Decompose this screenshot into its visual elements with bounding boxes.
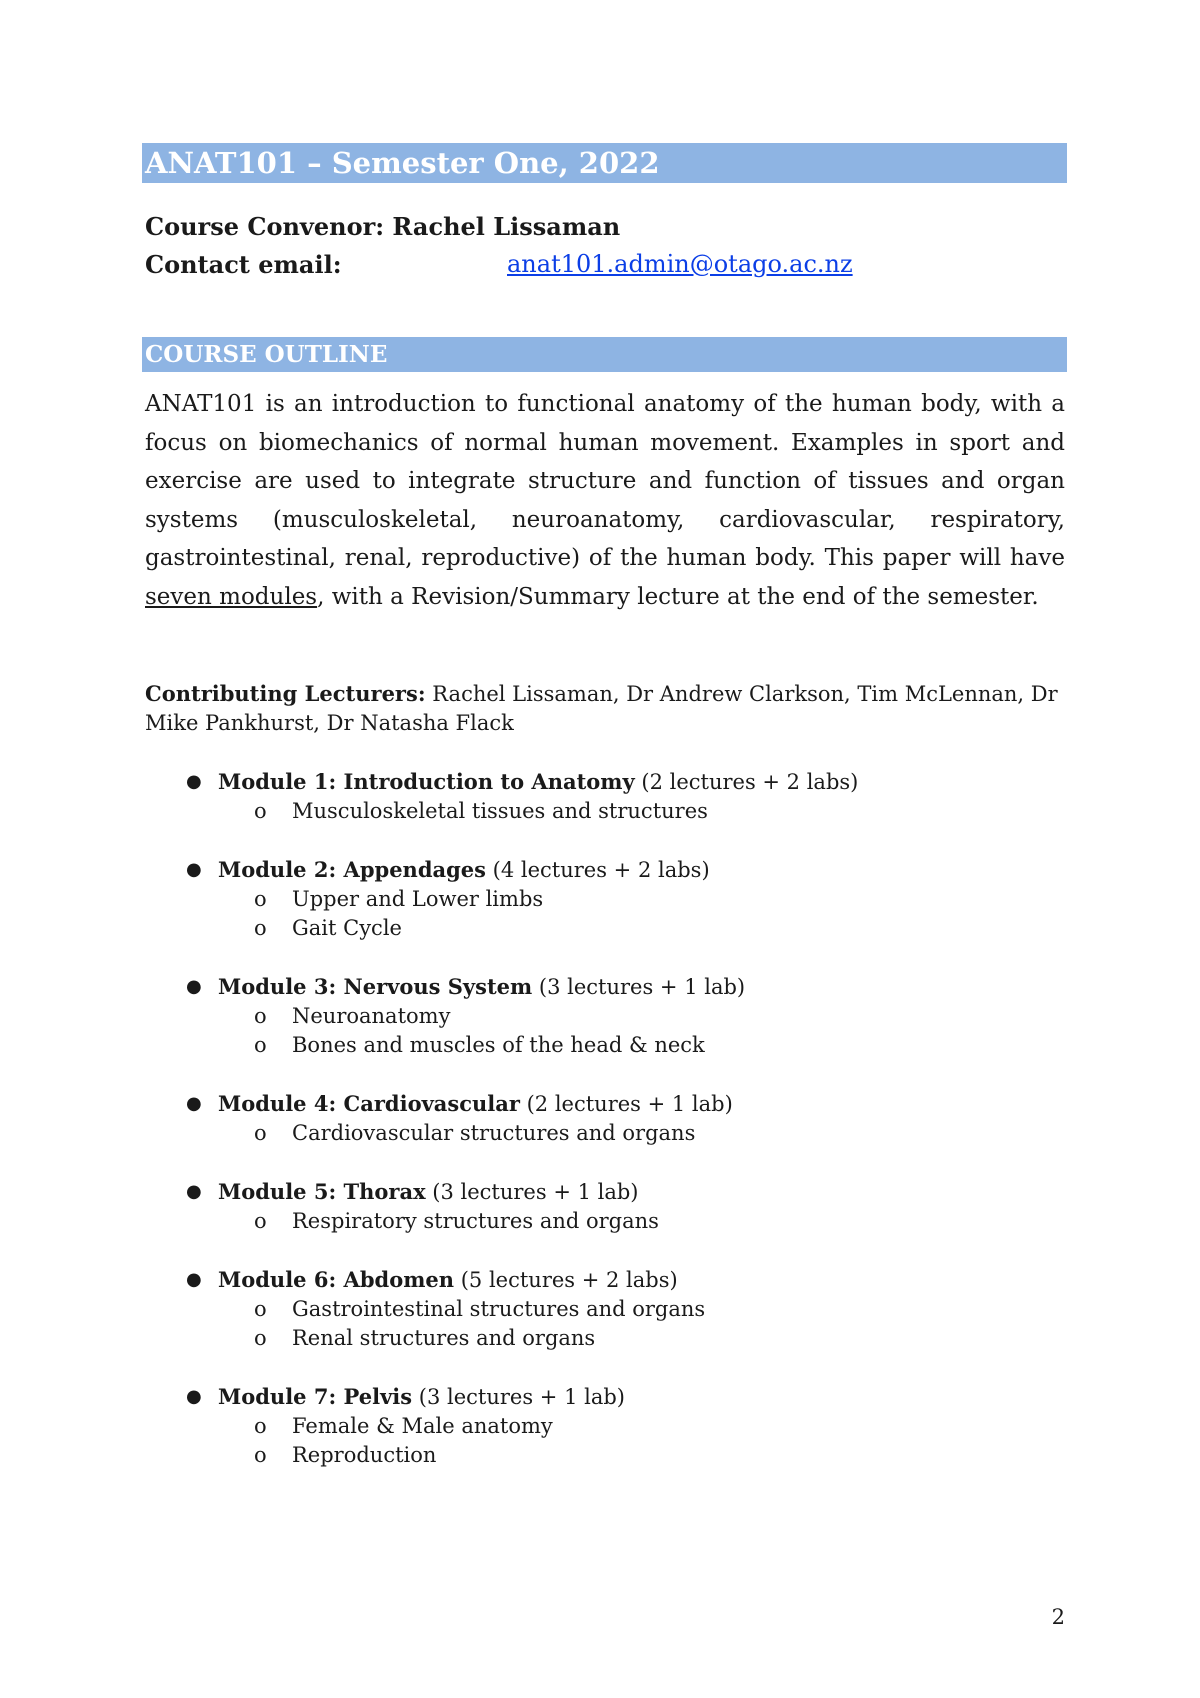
list-item: [145, 1177, 1065, 1236]
list-item: [145, 855, 1065, 943]
contact-email-label: Contact email:: [145, 250, 342, 279]
module-heading: [145, 767, 1065, 797]
lecturers-label: Contributing Lecturers:: [145, 681, 426, 706]
topic-text: Respiratory structures and organs: [292, 1209, 659, 1233]
circle-bullet-icon: o: [254, 799, 267, 823]
outline-text-underlined: seven modules: [145, 583, 318, 610]
module-topic: [145, 914, 1065, 943]
course-outline-heading: COURSE OUTLINE: [142, 337, 1067, 372]
module-heading: [145, 1265, 1065, 1295]
list-item: [145, 767, 1065, 826]
topic-text: Bones and muscles of the head & neck: [292, 1033, 705, 1057]
topic-text: Reproduction: [292, 1443, 437, 1467]
contact-email-line: [145, 250, 853, 279]
module-detail: (3 lectures + 1 lab): [412, 1385, 625, 1409]
page-title: ANAT101 – Semester One, 2022: [142, 143, 1067, 183]
topic-text: Musculoskeletal tissues and structures: [292, 799, 708, 823]
module-label: Module 1: Introduction to Anatomy: [218, 769, 635, 794]
course-convenor: Course Convenor: Rachel Lissaman: [145, 212, 621, 241]
module-topic: [145, 1412, 1065, 1441]
module-topic: [145, 797, 1065, 826]
module-label: Module 4: Cardiovascular: [218, 1091, 520, 1116]
list-item: [145, 1382, 1065, 1470]
module-detail: (2 lectures + 2 labs): [634, 770, 859, 794]
topic-text: Upper and Lower limbs: [292, 887, 544, 911]
module-detail: (4 lectures + 2 labs): [485, 858, 710, 882]
module-label: Module 7: Pelvis: [218, 1384, 413, 1409]
list-item: [145, 1089, 1065, 1148]
circle-bullet-icon: o: [254, 887, 267, 911]
circle-bullet-icon: o: [254, 1414, 267, 1438]
module-topic: [145, 1031, 1065, 1060]
module-topic: [145, 1441, 1065, 1470]
module-topic: [145, 1119, 1065, 1148]
page-number: 2: [1051, 1605, 1065, 1629]
lecturers-names: Rachel Lissaman, Dr Andrew Clarkson, Tim McLennan, Dr Mike Pankhurst, Dr Natasha Flack: [145, 682, 1058, 735]
circle-bullet-icon: o: [254, 916, 267, 940]
bullet-icon: ●: [186, 859, 202, 880]
topic-text: Cardiovascular structures and organs: [292, 1121, 696, 1145]
topic-text: Female & Male anatomy: [292, 1414, 553, 1438]
circle-bullet-icon: o: [254, 1004, 267, 1028]
bullet-icon: ●: [186, 1269, 202, 1290]
topic-text: Gait Cycle: [292, 916, 402, 940]
module-label: Module 5: Thorax: [218, 1179, 426, 1204]
module-label: Module 6: Abdomen: [218, 1267, 455, 1292]
outline-text-end: , with a Revision/Summary lecture at the end of the semester.: [317, 583, 1039, 610]
circle-bullet-icon: o: [254, 1326, 267, 1350]
module-heading: [145, 1382, 1065, 1412]
module-detail: (5 lectures + 2 labs): [454, 1268, 678, 1292]
list-item: [145, 972, 1065, 1060]
module-heading: [145, 1177, 1065, 1207]
module-list: [145, 767, 1065, 1499]
bullet-icon: ●: [186, 1181, 202, 1202]
list-item: [145, 1265, 1065, 1353]
contact-email-link[interactable]: anat101.admin@otago.ac.nz: [507, 250, 853, 278]
bullet-icon: ●: [186, 1386, 202, 1407]
module-detail: (3 lectures + 1 lab): [425, 1180, 639, 1204]
circle-bullet-icon: o: [254, 1297, 267, 1321]
contributing-lecturers: [145, 679, 1070, 738]
circle-bullet-icon: o: [254, 1443, 267, 1467]
circle-bullet-icon: o: [254, 1033, 267, 1057]
topic-text: Gastrointestinal structures and organs: [292, 1297, 706, 1321]
circle-bullet-icon: o: [254, 1121, 267, 1145]
module-label: Module 2: Appendages: [218, 857, 486, 882]
module-heading: [145, 1089, 1065, 1119]
bullet-icon: ●: [186, 1093, 202, 1114]
outline-text-start: ANAT101 is an introduction to functional anatomy of the human body, with a focus on biomechanics of normal human movement. Examples in sport and exercise are used to integrate structure and function of tissues and organ systems (musculoskeletal, neuroanatomy, cardiovascular, respiratory, gastrointestinal, renal, reproductive) of the human body. This paper will have: [145, 391, 1065, 571]
module-label: Module 3: Nervous System: [218, 974, 533, 999]
module-detail: (3 lectures + 1 lab): [532, 975, 746, 999]
bullet-icon: ●: [186, 771, 202, 792]
module-heading: [145, 855, 1065, 885]
module-topic: [145, 1324, 1065, 1353]
topic-text: Renal structures and organs: [292, 1326, 596, 1350]
module-topic: [145, 1207, 1065, 1236]
module-topic: [145, 885, 1065, 914]
bullet-icon: ●: [186, 976, 202, 997]
topic-text: Neuroanatomy: [292, 1004, 451, 1028]
module-heading: [145, 972, 1065, 1002]
module-topic: [145, 1002, 1065, 1031]
module-detail: (2 lectures + 1 lab): [519, 1092, 733, 1116]
circle-bullet-icon: o: [254, 1209, 267, 1233]
course-outline-text: [145, 385, 1065, 616]
module-topic: [145, 1295, 1065, 1324]
